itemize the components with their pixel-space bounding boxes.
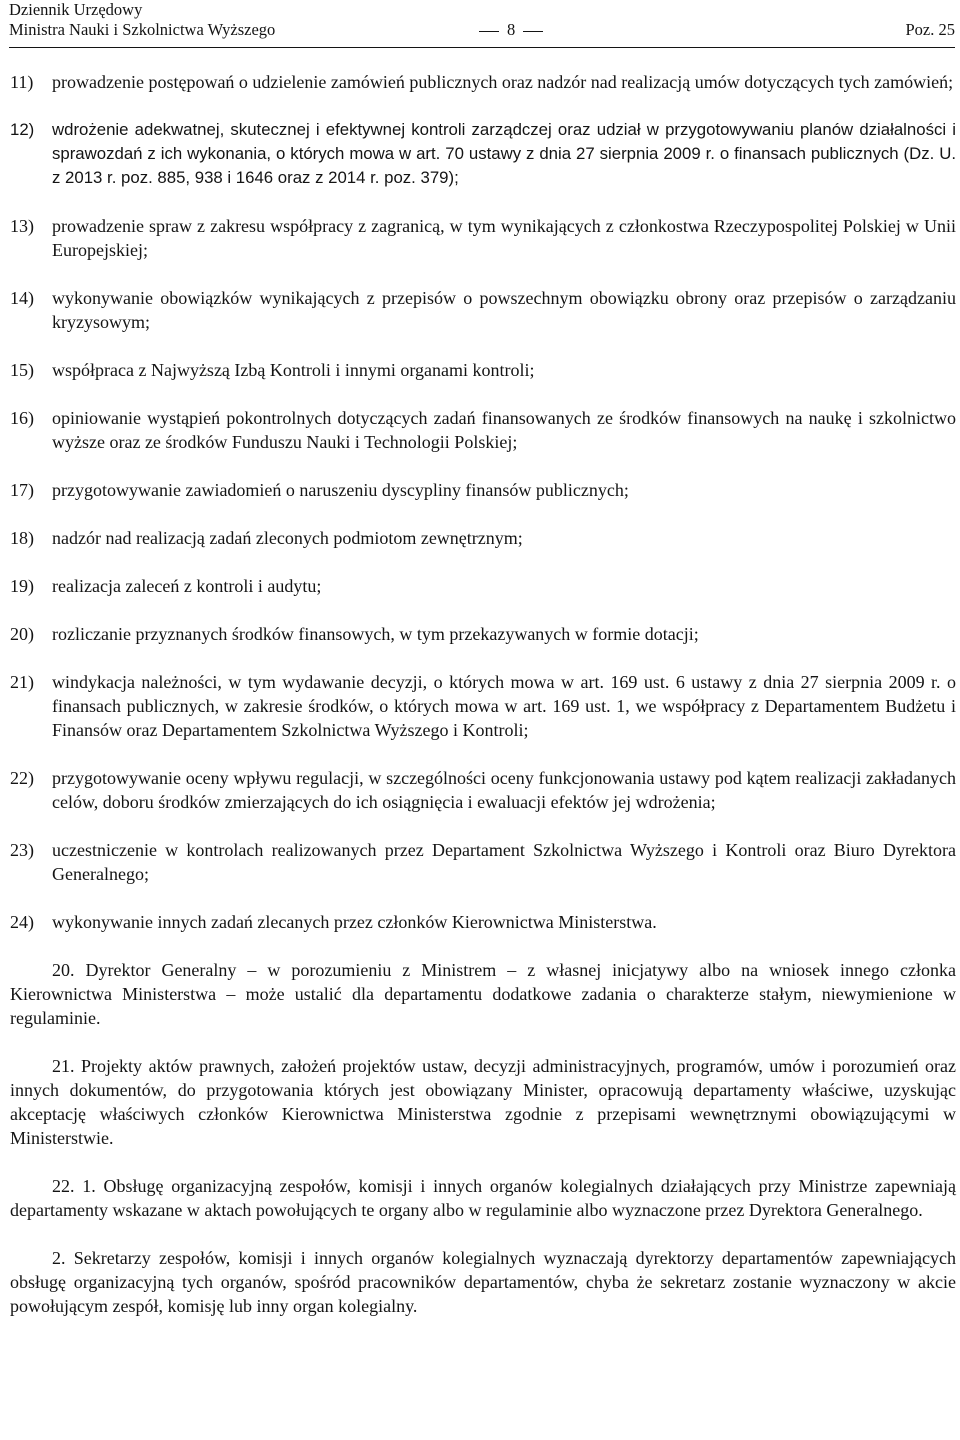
list-item (10, 622, 956, 646)
item-number: 23) (10, 840, 34, 860)
list-item (10, 478, 956, 502)
list-item (10, 406, 956, 454)
list-item (10, 70, 956, 94)
journal-title: Dziennik Urzędowy (9, 0, 143, 19)
item-number: 19) (10, 576, 34, 596)
item-number: 18) (10, 528, 34, 548)
paragraph-21: 21. Projekty aktów prawnych, założeń projektów ustaw, decyzji administracyjnych, programów, umów i porozumień oraz innych dokumentów, do przygotowania których jest obowiązany Minister, opracowują departamenty właściwe, uzyskując akceptację właściwych członków Kierownictwa Ministerstwa zgodnie z przepisami wewnętrznymi obowiązującymi w Ministerstwie. (10, 1056, 956, 1148)
list-item (10, 358, 956, 382)
page-header (9, 0, 955, 46)
list-item (10, 766, 956, 814)
position-number: Poz. 25 (905, 20, 955, 39)
item-number: 16) (10, 408, 34, 428)
item-number: 17) (10, 480, 34, 500)
header-divider (9, 47, 955, 48)
paragraph-20: 20. Dyrektor Generalny – w porozumieniu z Ministrem – z własnej inicjatywy albo na wniosek innego członka Kierownictwa Ministerstwa – może ustalić dla departamentu dodatkowe zadania o charakterze stałym, niewymienione w regulaminie. (10, 960, 956, 1028)
item-text: prowadzenie spraw z zakresu współpracy z zagranicą, w tym wynikających z członkostwa Rzeczypospolitej Polskiej w Unii Europejskiej; (52, 216, 956, 260)
item-text: wdrożenie adekwatnej, skutecznej i efektywnej kontroli zarządczej oraz udział w przygotowywaniu planów działalności i sprawozdań z ich wykonania, o których mowa w art. 70 ustawy z dnia 27 sierpnia 2009 r. o finansach publicznych (Dz. U. z 2013 r. poz. 885, 938 i 1646 oraz z 2014 r. poz. 379); (52, 120, 956, 187)
item-text: współpraca z Najwyższą Izbą Kontroli i innymi organami kontroli; (52, 360, 535, 380)
item-number: 11) (10, 72, 34, 92)
item-number: 15) (10, 360, 34, 380)
item-text: przygotowywanie zawiadomień o naruszeniu dyscypliny finansów publicznych; (52, 480, 629, 500)
paragraph-22-1: 22. 1. Obsługę organizacyjną zespołów, komisji i innych organów kolegialnych działających przy Ministrze zapewniają departamenty wskazane w aktach powołujących te organy albo w regulaminie albo wyznaczone przez Dyrektora Generalnego. (10, 1176, 956, 1220)
list-item (10, 670, 956, 742)
ministry-name: Ministra Nauki i Szkolnictwa Wyższego (9, 20, 276, 39)
page-number-value: 8 (507, 20, 516, 39)
list-item (10, 910, 956, 934)
item-text: realizacja zaleceń z kontroli i audytu; (52, 576, 322, 596)
item-text: uczestniczenie w kontrolach realizowanych przez Departament Szkolnictwa Wyższego i Kontroli oraz Biuro Dyrektora Generalnego; (52, 840, 956, 884)
item-number: 22) (10, 768, 34, 788)
list-item (10, 118, 956, 190)
item-number: 24) (10, 912, 34, 932)
list-item (10, 286, 956, 334)
item-text: opiniowanie wystąpień pokontrolnych dotyczących zadań finansowanych ze środków finansowych na naukę i szkolnictwo wyższe oraz ze środków Funduszu Nauki i Technologii Polskiej; (52, 408, 956, 452)
item-number: 12) (10, 120, 35, 139)
page-number (479, 20, 543, 39)
item-text: nadzór nad realizacją zadań zleconych podmiotom zewnętrznym; (52, 528, 523, 548)
item-text: windykacja należności, w tym wydawanie decyzji, o których mowa w art. 169 ust. 6 ustawy z dnia 27 sierpnia 2009 r. o finansach publicznych, w zakresie środków, o których mowa w art. 169 ust. 1, we współpracy z Departamentem Budżetu i Finansów oraz Departamentem Szkolnictwa Wyższego i Kontroli; (52, 672, 956, 740)
item-text: rozliczanie przyznanych środków finansowych, w tym przekazywanych w formie dotacji; (52, 624, 699, 644)
list-item (10, 526, 956, 550)
item-number: 13) (10, 216, 34, 236)
item-text: przygotowywanie oceny wpływu regulacji, w szczególności oceny funkcjonowania ustawy pod kątem realizacji zakładanych celów, doboru środków zmierzających do ich osiągnięcia i ewaluacji efektów jej wdrożenia; (52, 768, 956, 812)
document-body (10, 70, 956, 1342)
list-item (10, 214, 956, 262)
list-item (10, 838, 956, 886)
item-number: 21) (10, 672, 34, 692)
list-item (10, 574, 956, 598)
item-number: 20) (10, 624, 34, 644)
item-text: prowadzenie postępowań o udzielenie zamówień publicznych oraz nadzór nad realizacją umów dotyczących tych zamówień; (52, 72, 954, 92)
item-text: wykonywanie obowiązków wynikających z przepisów o powszechnym obowiązku obrony oraz przepisów o zarządzaniu kryzysowym; (52, 288, 956, 332)
paragraph-22-2: 2. Sekretarzy zespołów, komisji i innych organów kolegialnych wyznaczają dyrektorzy departamentów zapewniających obsługę organizacyjną tych organów, spośród pracowników departamentów, chyba że sekretarz zostanie wyznaczony w akcie powołującym zespół, komisję lub inny organ kolegialny. (10, 1248, 956, 1316)
item-text: wykonywanie innych zadań zlecanych przez członków Kierownictwa Ministerstwa. (52, 912, 657, 932)
item-number: 14) (10, 288, 34, 308)
